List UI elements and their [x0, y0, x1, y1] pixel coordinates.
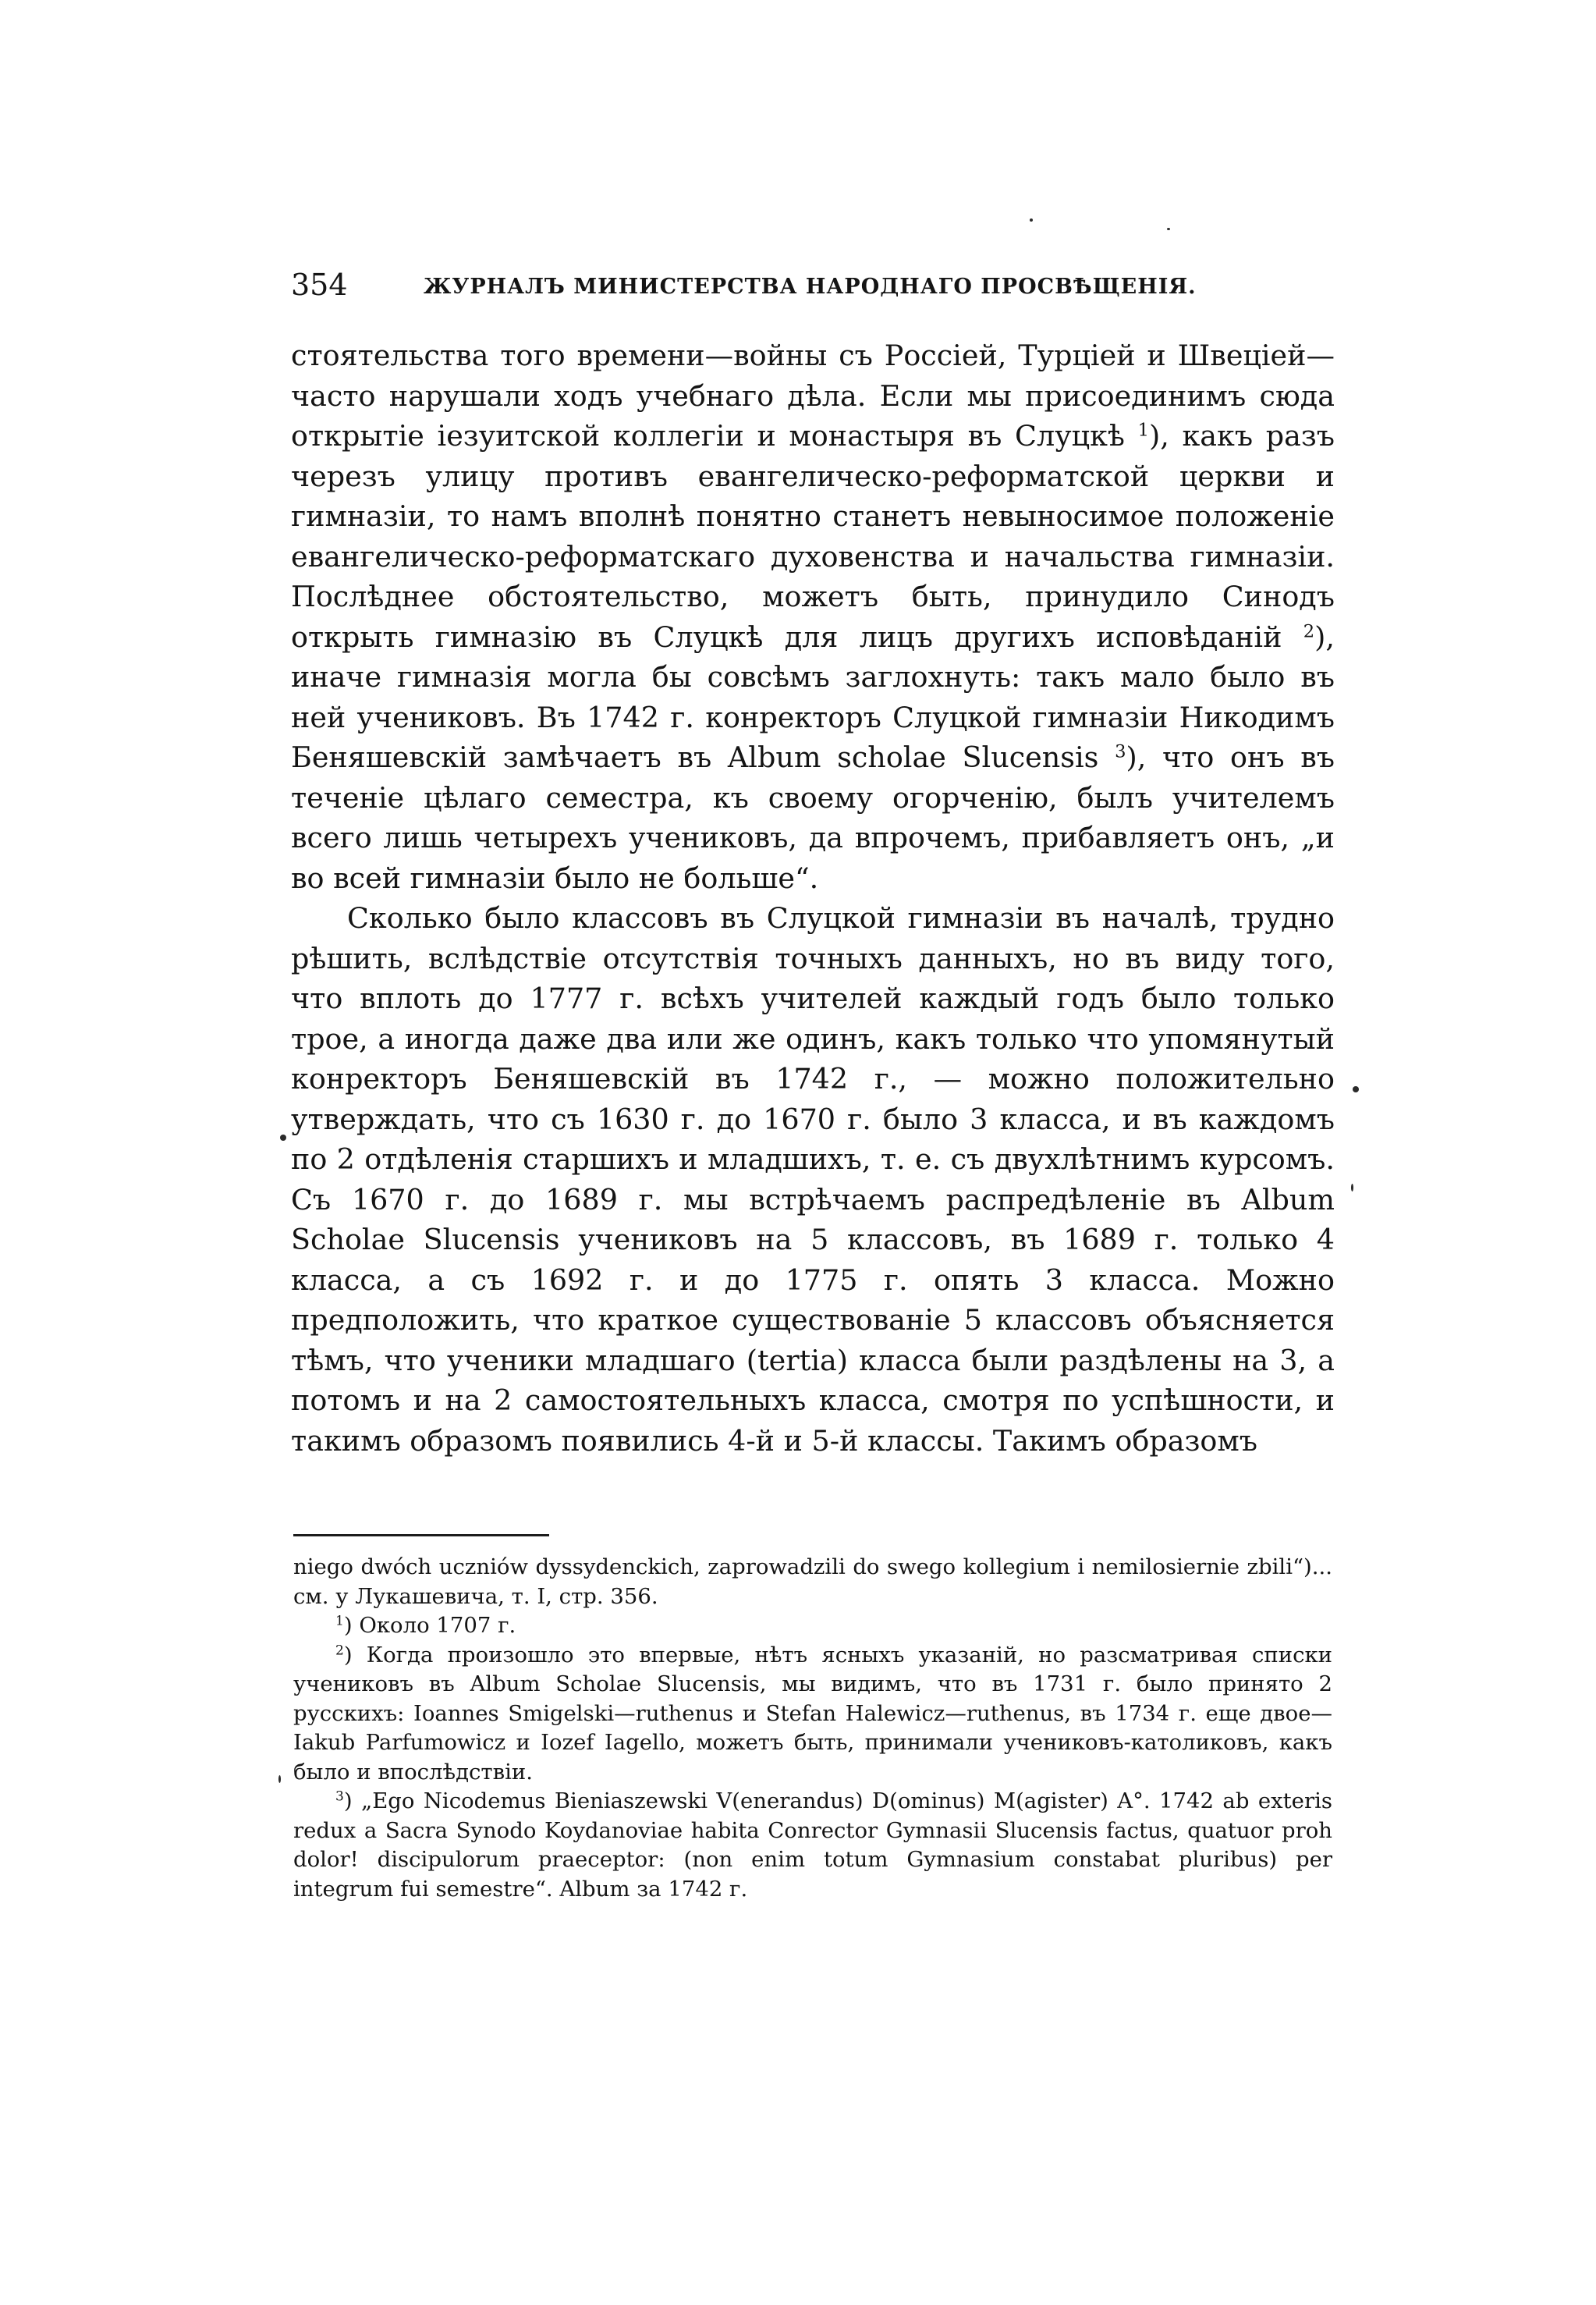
page-header — [291, 265, 1335, 312]
footnote-1 — [293, 1611, 1332, 1641]
scan-speck — [1167, 228, 1170, 230]
running-title: ЖУРНАЛЪ МИНИСТЕРСТВА НАРОДНАГО ПРОСВѢЩЕНІЯ. — [424, 275, 1197, 299]
text-run: стоятельства того времени—войны съ Россіей, Турціей и Швеціей—часто нарушали ходъ учебнаго дѣла. Если мы присоединимъ сюда открытіе іезуитской коллегіи и монастыря въ Слуцкѣ — [291, 339, 1335, 453]
footnote-ref: 2 — [1303, 621, 1315, 642]
footnote-ref: 1 — [1137, 420, 1149, 441]
text-run: ), иначе гимназія могла бы совсѣмъ заглохнуть: такъ мало было въ ней учениковъ. Въ 1742 г. конректоръ Слуцкой гимназіи Никодимъ Беняшевскій замѣчаетъ въ Album scholae Slucensis — [291, 620, 1335, 774]
footnote-continuation — [293, 1553, 1332, 1611]
footnote-marker: 1 — [335, 1613, 344, 1629]
text-run: ), что онъ въ теченіе цѣлаго семестра, къ своему огорченію, былъ учителемъ всего лишь четырехъ учениковъ, да впрочемъ, прибавляетъ онъ, „и во всей гимназіи было не больше“. — [291, 741, 1335, 895]
footnote-2 — [293, 1641, 1332, 1788]
main-text — [291, 336, 1335, 1461]
scan-speck — [1030, 218, 1033, 222]
footnote-marker: 3 — [335, 1788, 344, 1805]
scan-speck — [1353, 1086, 1359, 1092]
footnote-ref: 3 — [1115, 741, 1126, 762]
footnote-marker: 2 — [335, 1643, 344, 1659]
text-run: ), какъ разъ черезъ улицу противъ евангелическо-реформатской церкви и гимназіи, то намъ вполнѣ понятно станетъ невыносимое положеніе евангелическо-реформатскаго духовенства и начальства гимназіи. Послѣднее обстоятельство, можетъ быть, принудило Синодъ открыть гимназію въ Слуцкѣ для лицъ другихъ исповѣданій — [291, 419, 1335, 654]
footnote-text: ) „Ego Nicodemus Bieniaszewski V(enerandus) D(ominus) M(agister) A°. 1742 ab exteris redux a Sacra Synodo Koydanoviae habita Conrector Gymnasii Slucensis factus, quatuor proh dolor! discipulorum praeceptor: (non enim totum Gymnasium constabat pluribus) per integrum fui semestre“. Album за 1742 г. — [293, 1788, 1332, 1902]
footnote-text: ) Около 1707 г. — [343, 1613, 516, 1638]
footnote-3 — [293, 1787, 1332, 1904]
footnotes — [293, 1553, 1332, 1904]
page-number: 354 — [291, 268, 348, 302]
paragraph — [291, 336, 1335, 898]
footnote-text: niego dwóch uczniów dyssydenckich, zaprowadzili do swego kollegium i nemilosiernie zbili“)... см. у Лукашевича, т. I, стр. 356. — [293, 1554, 1332, 1609]
text-run: Сколько было классовъ въ Слуцкой гимназіи въ началѣ, трудно рѣшить, вслѣдствіе отсутствія точныхъ данныхъ, но въ виду того, что вплоть до 1777 г. всѣхъ учителей каждый годъ было только трое, а иногда даже два или же одинъ, какъ только что упомянутый конректоръ Беняшевскій въ 1742 г., — можно положительно утверждать, что съ 1630 г. до 1670 г. было 3 класса, и въ каждомъ по 2 отдѣленія старшихъ и младшихъ, т. е. съ двухлѣтнимъ курсомъ. Съ 1670 г. до 1689 г. мы встрѣчаемъ распредѣленіе въ Album Scholae Slucensis учениковъ на 5 классовъ, въ 1689 г. только 4 класса, а съ 1692 г. и до 1775 г. опять 3 класса. Можно предположить, что краткое существованіе 5 классовъ объясняется тѣмъ, что ученики младшаго (tertia) класса были раздѣлены на 3, а потомъ и на 2 самостоятельныхъ класса, смотря по успѣшности, и такимъ образомъ появились 4-й и 5-й классы. Такимъ образомъ — [291, 901, 1335, 1458]
footnote-divider — [293, 1534, 549, 1536]
footnote-text: ) Когда произошло это впервые, нѣтъ ясныхъ указаній, но разсматривая списки учениковъ въ Album Scholae Slucensis, мы видимъ, что въ 1731 г. было принято 2 русскихъ: Ioannes Smigelski—ruthenus и Stefan Halewicz—ruthenus, въ 1734 г. еще двое—Iakub Parfumowicz и Iozef Iagello, можетъ быть, принимали учениковъ-католиковъ, какъ было и впослѣдствіи. — [293, 1642, 1332, 1785]
scan-speck — [278, 1775, 281, 1783]
scan-speck — [1351, 1184, 1353, 1192]
paragraph — [291, 898, 1335, 1461]
scan-speck — [280, 1135, 286, 1141]
